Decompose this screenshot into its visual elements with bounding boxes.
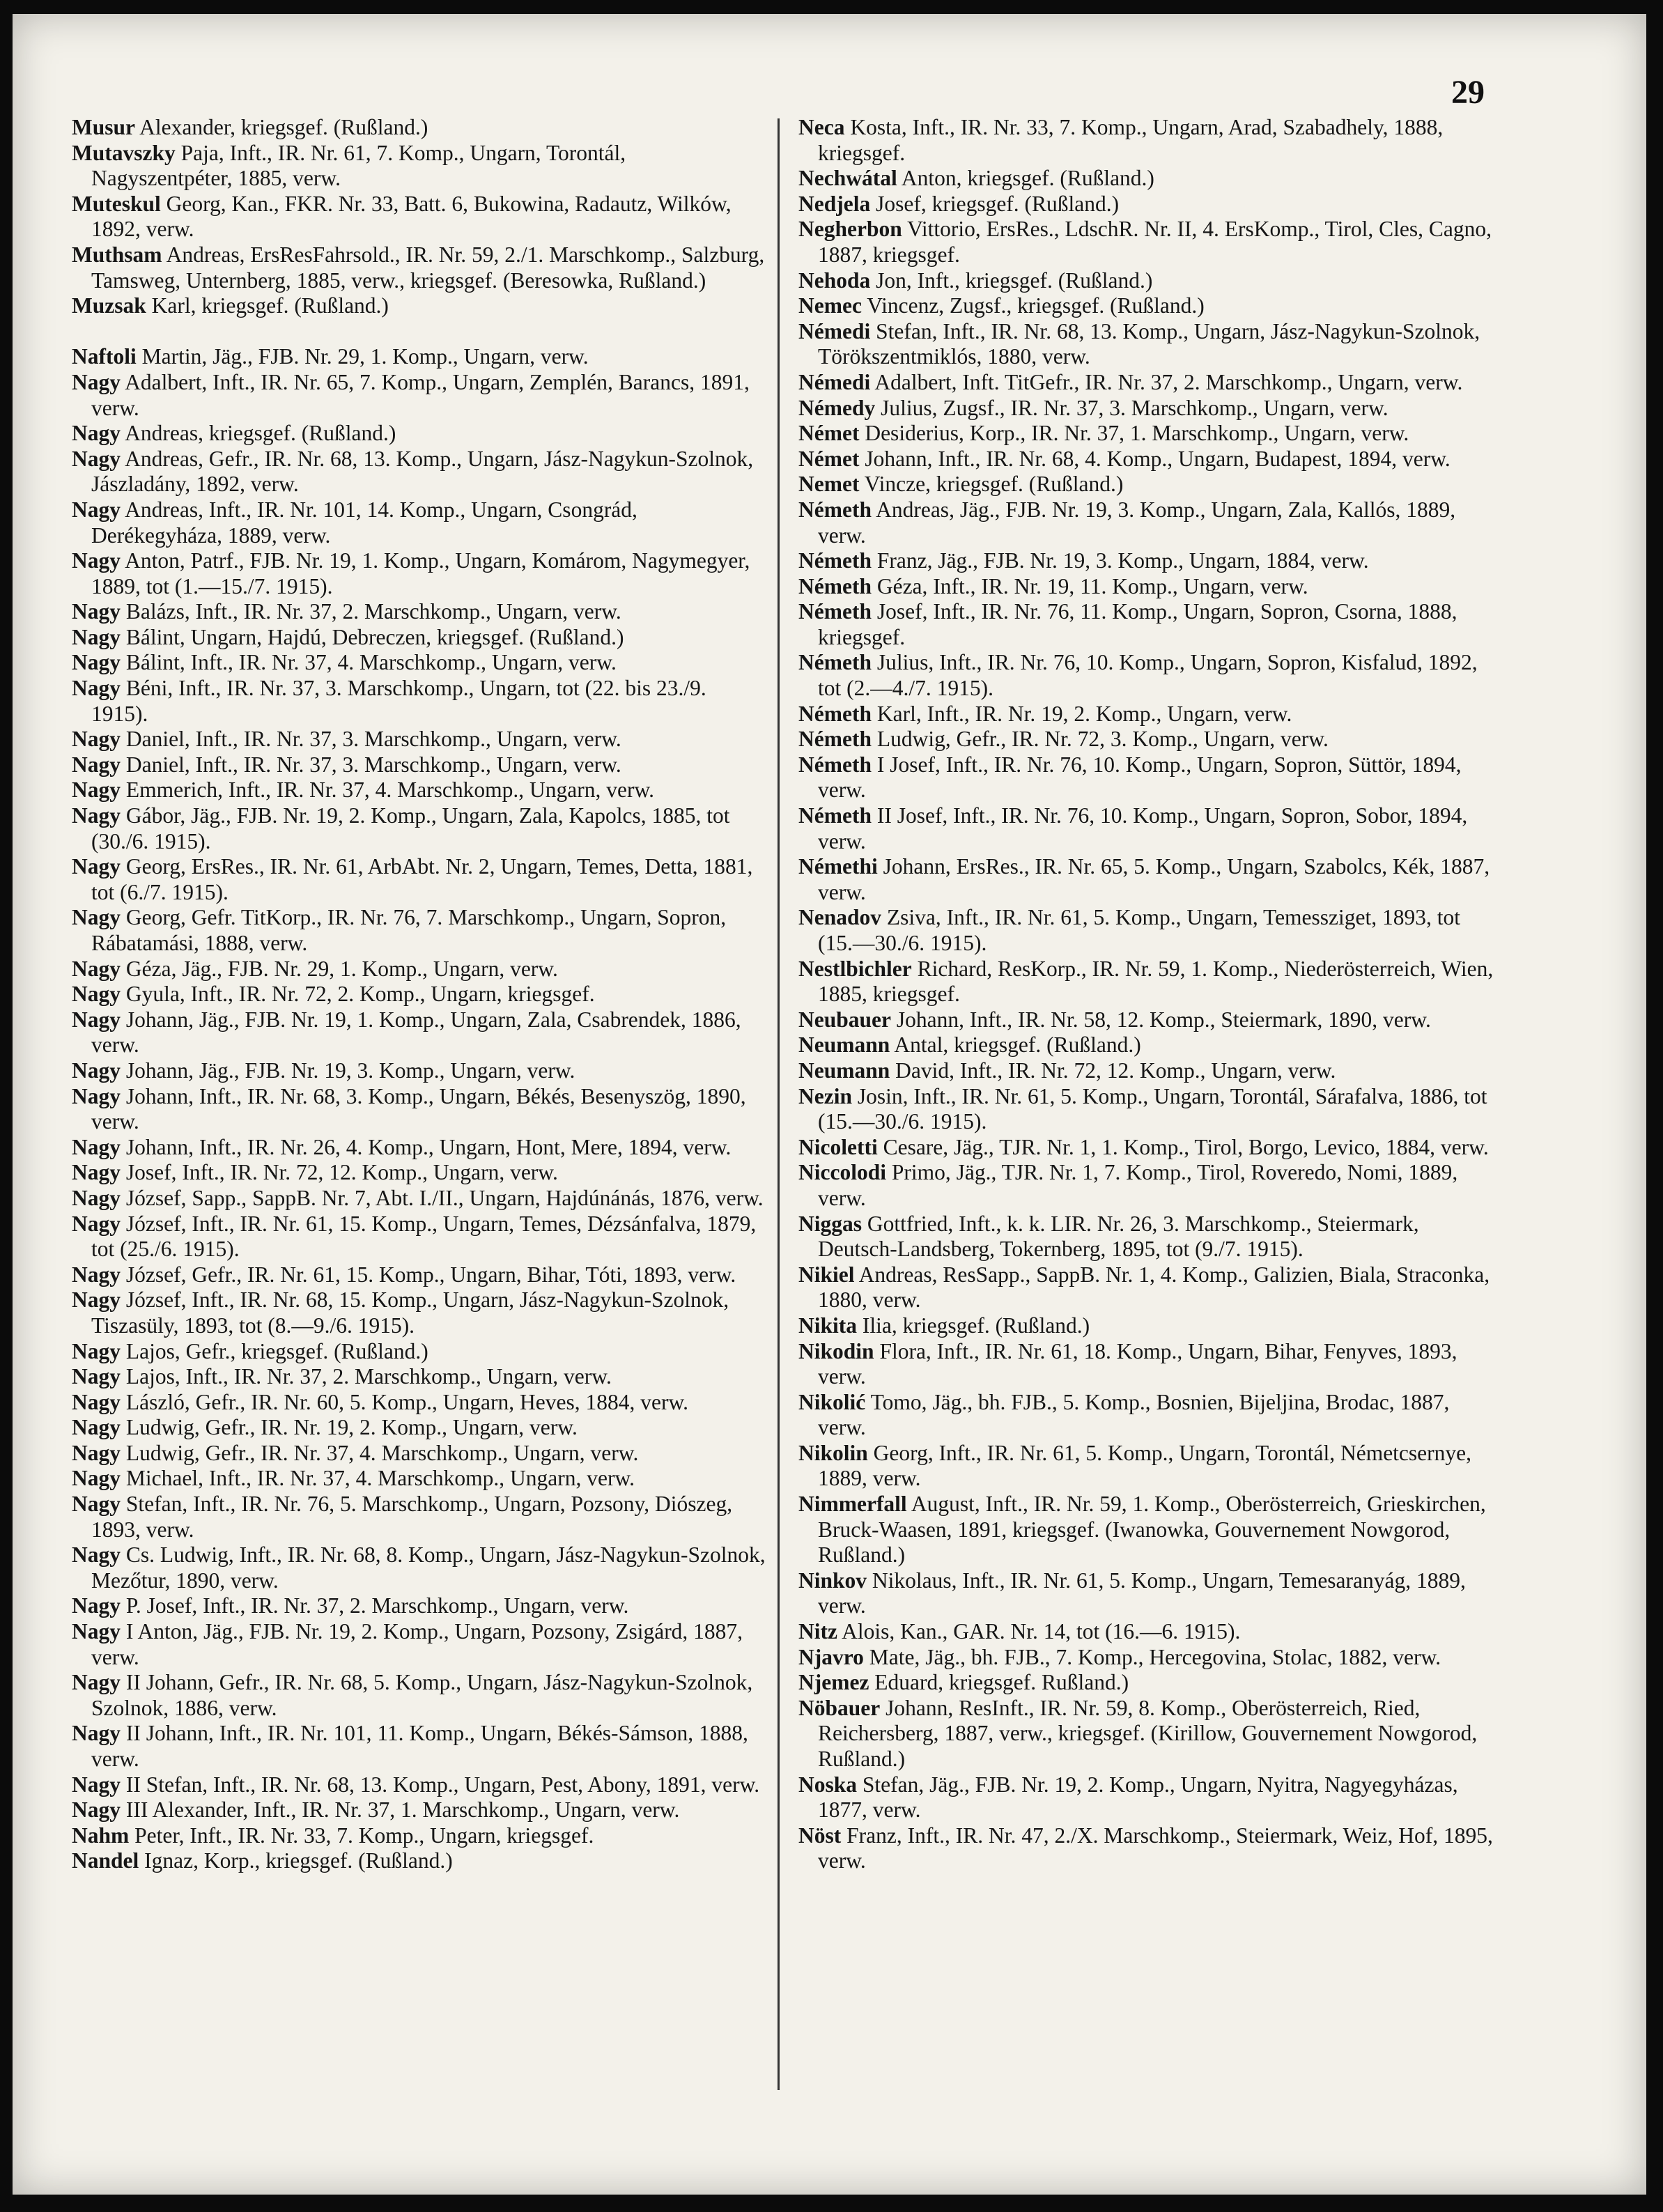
entry-details: Johann, Inft., IR. Nr. 68, 3. Komp., Ungarn, Békés, Besenyszög, 1890, verw.: [91, 1083, 746, 1134]
register-entry: [72, 242, 768, 293]
entry-surname: Nagy: [72, 1134, 121, 1159]
entry-surname: Nezin: [798, 1083, 852, 1108]
register-entry: [798, 115, 1495, 166]
entry-surname: Nikiel: [798, 1262, 855, 1287]
entry-surname: Nagy: [72, 624, 121, 649]
register-entry: [798, 396, 1495, 421]
register-entry: [798, 1084, 1495, 1135]
register-entry: [72, 344, 768, 370]
entry-surname: Nagy: [72, 1772, 121, 1797]
entry-surname: Nagy: [72, 727, 121, 752]
entry-details: Gottfried, Inft., k. k. LIR. Nr. 26, 3. Marschkomp., Steiermark, Deutsch-Landsberg, Tokernberg, 1895, tot (9./7. 1915).: [818, 1211, 1419, 1262]
entry-surname: Musur: [72, 115, 136, 139]
register-entry: [798, 472, 1495, 497]
register-entry: [798, 497, 1495, 548]
column-divider: [778, 118, 780, 2090]
entry-surname: Nagy: [72, 1593, 121, 1618]
register-entry: [72, 1262, 768, 1288]
register-entry: [798, 905, 1495, 956]
entry-surname: Nagy: [72, 956, 121, 981]
entry-surname: Nagy: [72, 599, 121, 624]
entry-surname: Neubauer: [798, 1007, 891, 1032]
entry-details: Cesare, Jäg., TJR. Nr. 1, 1. Komp., Tirol, Borgo, Levico, 1884, verw.: [883, 1134, 1489, 1159]
entry-details: Ludwig, Gefr., IR. Nr. 37, 4. Marschkomp., Ungarn, verw.: [125, 1440, 639, 1465]
entry-surname: Németh: [798, 573, 872, 598]
register-entry: [72, 447, 768, 497]
entry-details: Eduard, kriegsgef. Rußland.): [874, 1670, 1129, 1695]
document-page: [13, 14, 1646, 2195]
entry-details: Josef, Inft., IR. Nr. 76, 11. Komp., Ungarn, Sopron, Csorna, 1888, kriegsgef.: [818, 599, 1457, 649]
entry-details: Georg, ErsRes., IR. Nr. 61, ArbAbt. Nr. 2, Ungarn, Temes, Detta, 1881, tot (6./7. 1915).: [91, 854, 753, 904]
register-entry: [798, 1160, 1495, 1211]
entry-details: Karl, kriegsgef. (Rußland.): [151, 293, 389, 318]
register-entry: [72, 957, 768, 982]
entry-details: Michael, Inft., IR. Nr. 37, 4. Marschkomp., Ungarn, verw.: [125, 1466, 635, 1491]
entry-surname: Nagy: [72, 1211, 121, 1236]
entry-details: Antal, kriegsgef. (Rußland.): [894, 1032, 1141, 1058]
register-entry: [72, 1007, 768, 1058]
register-entry: [72, 1390, 768, 1416]
register-entry: [798, 447, 1495, 472]
entry-details: Ludwig, Gefr., IR. Nr. 19, 2. Komp., Ungarn, verw.: [125, 1415, 578, 1440]
entry-surname: Nagy: [72, 1185, 121, 1210]
register-entry: [798, 1492, 1495, 1568]
entry-details: Anton, Patrf., FJB. Nr. 19, 1. Komp., Ungarn, Komárom, Nagymegyer, 1889, tot (1.—15./7. 1915).: [91, 548, 750, 598]
entry-details: Johann, ErsRes., IR. Nr. 65, 5. Komp., Ungarn, Szabolcs, Kék, 1887, verw.: [818, 854, 1490, 904]
entry-surname: Njavro: [798, 1644, 864, 1669]
entry-surname: Neca: [798, 115, 845, 139]
entry-surname: Németh: [798, 497, 872, 522]
register-entry: [798, 1262, 1495, 1313]
register-entry: [798, 548, 1495, 574]
entry-surname: Németh: [798, 548, 872, 573]
entry-details: Vittorio, ErsRes., LdschR. Nr. II, 4. ErsKomp., Tirol, Cles, Cagno, 1887, kriegsgef.: [818, 217, 1492, 267]
entry-details: Josin, Inft., IR. Nr. 61, 5. Komp., Ungarn, Torontál, Sárafalva, 1886, tot (15.—30./6. 1915).: [818, 1083, 1487, 1134]
entry-surname: Nikodin: [798, 1338, 874, 1363]
entry-surname: Nagy: [72, 421, 121, 446]
entry-details: Josef, kriegsgef. (Rußland.): [876, 191, 1120, 216]
register-entry: [72, 854, 768, 905]
register-entry: [798, 319, 1495, 370]
entry-details: Franz, Jäg., FJB. Nr. 19, 3. Komp., Ungarn, 1884, verw.: [876, 548, 1369, 573]
entry-details: Gyula, Inft., IR. Nr. 72, 2. Komp., Ungarn, kriegsgef.: [125, 982, 595, 1007]
entry-details: Emmerich, Inft., IR. Nr. 37, 4. Marschkomp., Ungarn, verw.: [125, 778, 655, 803]
entry-surname: Nitz: [798, 1619, 837, 1644]
entry-surname: Nöst: [798, 1823, 842, 1848]
entry-surname: Némedi: [798, 318, 871, 343]
entry-details: Alexander, kriegsgef. (Rußland.): [139, 115, 428, 139]
entry-surname: Neumann: [798, 1032, 890, 1058]
register-entry: [798, 293, 1495, 319]
register-entry: [72, 1364, 768, 1390]
entry-surname: Nagy: [72, 803, 121, 828]
entry-details: Paja, Inft., IR. Nr. 61, 7. Komp., Ungarn, Torontál, Nagyszentpéter, 1885, verw.: [91, 140, 626, 191]
entry-surname: Nagy: [72, 446, 121, 471]
entry-details: Vincenz, Zugsf., kriegsgef. (Rußland.): [867, 293, 1205, 318]
register-entry: [798, 1339, 1495, 1390]
entry-surname: Nagy: [72, 1721, 121, 1746]
entry-details: Géza, Inft., IR. Nr. 19, 11. Komp., Ungarn, verw.: [876, 573, 1308, 598]
entry-surname: Nikita: [798, 1313, 858, 1338]
entry-details: Johann, Jäg., FJB. Nr. 19, 1. Komp., Ungarn, Zala, Csabrendek, 1886, verw.: [91, 1007, 741, 1058]
register-entry: [72, 370, 768, 421]
entry-details: Tomo, Jäg., bh. FJB., 5. Komp., Bosnien, Bijeljina, Brodac, 1887, verw.: [818, 1389, 1450, 1440]
register-entry: [798, 957, 1495, 1007]
entry-details: Ilia, kriegsgef. (Rußland.): [862, 1313, 1090, 1338]
register-entry: [72, 1670, 768, 1721]
entry-details: Johann, Inft., IR. Nr. 58, 12. Komp., Steiermark, 1890, verw.: [896, 1007, 1431, 1032]
entry-details: II Stefan, Inft., IR. Nr. 68, 13. Komp., Ungarn, Pest, Abony, 1891, verw.: [125, 1772, 760, 1797]
entry-surname: Nagy: [72, 497, 121, 522]
register-entry: [798, 192, 1495, 217]
entry-surname: Nicoletti: [798, 1134, 878, 1159]
entry-surname: Njemez: [798, 1670, 869, 1695]
entry-surname: Német: [798, 421, 860, 446]
register-entry: [72, 752, 768, 778]
register-entry: [72, 1058, 768, 1084]
entry-surname: Nehoda: [798, 268, 871, 293]
entry-surname: Némedy: [798, 395, 876, 420]
entry-surname: Muthsam: [72, 242, 162, 267]
entry-details: József, Sapp., SappB. Nr. 7, Abt. I./II., Ungarn, Hajdúnánás, 1876, verw.: [125, 1185, 764, 1210]
entry-details: Ignaz, Korp., kriegsgef. (Rußland.): [144, 1848, 453, 1873]
entry-details: Johann, Inft., IR. Nr. 68, 4. Komp., Ungarn, Budapest, 1894, verw.: [865, 446, 1451, 471]
register-entry: [72, 727, 768, 752]
entry-details: II Johann, Gefr., IR. Nr. 68, 5. Komp., Ungarn, Jász-Nagykun-Szolnok, Szolnok, 1886, verw.: [91, 1670, 753, 1720]
entry-details: Zsiva, Inft., IR. Nr. 61, 5. Komp., Ungarn, Temessziget, 1893, tot (15.—30./6. 1915).: [818, 905, 1461, 955]
entry-details: David, Inft., IR. Nr. 72, 12. Komp., Ungarn, verw.: [895, 1058, 1336, 1083]
entry-details: III Alexander, Inft., IR. Nr. 37, 1. Marschkomp., Ungarn, verw.: [125, 1797, 680, 1823]
entry-surname: Nagy: [72, 982, 121, 1007]
entry-details: Bálint, Inft., IR. Nr. 37, 4. Marschkomp., Ungarn, verw.: [125, 650, 617, 675]
register-entry: [72, 1542, 768, 1593]
entry-surname: Nagy: [72, 1262, 121, 1287]
entry-details: József, Inft., IR. Nr. 68, 15. Komp., Ungarn, Jász-Nagykun-Szolnok, Tiszasüly, 1893, tot (8.—9./6. 1915).: [91, 1287, 729, 1338]
entry-surname: Naftoli: [72, 344, 137, 369]
entry-surname: Noska: [798, 1772, 858, 1797]
entry-surname: Mutavszky: [72, 140, 176, 165]
left-column: [72, 115, 768, 1874]
entry-surname: Nemet: [798, 472, 860, 497]
entry-surname: Nagy: [72, 1415, 121, 1440]
entry-surname: Nagy: [72, 1797, 121, 1823]
entry-surname: Nandel: [72, 1848, 139, 1873]
register-entry: [72, 1084, 768, 1135]
entry-surname: Nikolić: [798, 1389, 866, 1414]
register-entry: [72, 1287, 768, 1338]
entry-surname: Nagy: [72, 1364, 121, 1389]
entry-details: Flora, Inft., IR. Nr. 61, 18. Komp., Ungarn, Bihar, Fenyves, 1893, verw.: [818, 1338, 1457, 1389]
entry-surname: Nechwátal: [798, 166, 897, 191]
entry-surname: Nagy: [72, 1338, 121, 1363]
register-entry: [72, 905, 768, 956]
register-entry: [798, 1058, 1495, 1084]
register-entry: [798, 1696, 1495, 1772]
register-entry: [72, 650, 768, 676]
entry-details: Andreas, kriegsgef. (Rußland.): [125, 421, 396, 446]
entry-surname: Nemec: [798, 293, 862, 318]
entry-details: Vincze, kriegsgef. (Rußland.): [864, 472, 1124, 497]
entry-surname: Nagy: [72, 1083, 121, 1108]
register-entry: [72, 1593, 768, 1619]
register-entry: [72, 1186, 768, 1212]
entry-surname: Muzsak: [72, 293, 146, 318]
register-entry: [798, 702, 1495, 727]
entry-details: Jon, Inft., kriegsgef. (Rußland.): [876, 268, 1153, 293]
entry-surname: Nagy: [72, 905, 121, 930]
entry-details: Johann, Jäg., FJB. Nr. 19, 3. Komp., Ungarn, verw.: [125, 1058, 575, 1083]
register-entry: [72, 1823, 768, 1849]
entry-details: Gábor, Jäg., FJB. Nr. 19, 2. Komp., Ungarn, Zala, Kapolcs, 1885, tot (30./6. 1915).: [91, 803, 730, 853]
entry-surname: Nedjela: [798, 191, 871, 216]
entry-details: Johann, Inft., IR. Nr. 26, 4. Komp., Ungarn, Hont, Mere, 1894, verw.: [125, 1134, 732, 1159]
register-entry: [798, 268, 1495, 294]
entry-surname: Ninkov: [798, 1568, 867, 1593]
register-entry: [72, 1492, 768, 1542]
register-entry: [798, 1212, 1495, 1262]
entry-surname: Nagy: [72, 650, 121, 675]
entry-surname: Nagy: [72, 369, 121, 394]
entry-details: Géza, Jäg., FJB. Nr. 29, 1. Komp., Ungarn, verw.: [125, 956, 558, 981]
entry-details: Johann, ResInft., IR. Nr. 59, 8. Komp., Oberösterreich, Ried, Reichersberg, 1887, verw., kriegsgef. (Kirillow, Gouvernement Nowgorod, Rußland.): [818, 1695, 1478, 1771]
entry-details: Nikolaus, Inft., IR. Nr. 61, 5. Komp., Ungarn, Temesaranyág, 1889, verw.: [818, 1568, 1466, 1618]
entry-details: László, Gefr., IR. Nr. 60, 5. Komp., Ungarn, Heves, 1884, verw.: [125, 1389, 689, 1414]
register-entry: [798, 370, 1495, 396]
entry-details: Josef, Inft., IR. Nr. 72, 12. Komp., Ungarn, verw.: [125, 1160, 558, 1185]
register-entry: [798, 727, 1495, 752]
register-entry: [72, 778, 768, 803]
register-entry: [798, 1645, 1495, 1671]
entry-details: I Josef, Inft., IR. Nr. 76, 10. Komp., Ungarn, Sopron, Süttör, 1894, verw.: [818, 752, 1462, 803]
entry-surname: Németh: [798, 701, 872, 726]
entry-details: Ludwig, Gefr., IR. Nr. 72, 3. Komp., Ungarn, verw.: [876, 727, 1329, 752]
entry-surname: Nagy: [72, 1670, 121, 1695]
entry-details: Georg, Inft., IR. Nr. 61, 5. Komp., Ungarn, Torontál, Németcsernye, 1889, verw.: [818, 1440, 1472, 1491]
register-entry: [798, 803, 1495, 854]
entry-details: Stefan, Inft., IR. Nr. 68, 13. Komp., Ungarn, Jász-Nagykun-Szolnok, Törökszentmiklós, 1880, verw.: [818, 318, 1480, 369]
entry-details: II Johann, Inft., IR. Nr. 101, 11. Komp., Ungarn, Békés-Sámson, 1888, verw.: [91, 1721, 748, 1771]
register-entry: [798, 1772, 1495, 1823]
register-entry: [798, 650, 1495, 701]
entry-details: Adalbert, Inft., IR. Nr. 65, 7. Komp., Ungarn, Zemplén, Barancs, 1891, verw.: [91, 369, 750, 420]
entry-details: Daniel, Inft., IR. Nr. 37, 3. Marschkomp., Ungarn, verw.: [125, 752, 621, 777]
register-entry: [72, 1212, 768, 1262]
register-entry: [798, 1441, 1495, 1492]
entry-details: Georg, Kan., FKR. Nr. 33, Batt. 6, Bukowina, Radautz, Wilków, 1892, verw.: [91, 191, 732, 242]
entry-surname: Nagy: [72, 548, 121, 573]
entry-details: Lajos, Inft., IR. Nr. 37, 2. Marschkomp., Ungarn, verw.: [125, 1364, 612, 1389]
register-entry: [798, 854, 1495, 905]
register-entry: [72, 1721, 768, 1772]
register-entry: [798, 1670, 1495, 1696]
entry-surname: Negherbon: [798, 217, 902, 242]
entry-details: Andreas, ErsResFahrsold., IR. Nr. 59, 2./1. Marschkomp., Salzburg, Tamsweg, Unternberg, 1885, verw., kriegsgef. (Beresowka, Rußland.): [91, 242, 765, 293]
entry-surname: Nagy: [72, 1389, 121, 1414]
entry-details: Stefan, Jäg., FJB. Nr. 19, 2. Komp., Ungarn, Nyitra, Nagyegyházas, 1877, verw.: [818, 1772, 1458, 1823]
entry-surname: Nahm: [72, 1823, 130, 1848]
entry-surname: Németh: [798, 752, 872, 777]
entry-details: Desiderius, Korp., IR. Nr. 37, 1. Marschkomp., Ungarn, verw.: [865, 421, 1409, 446]
entry-surname: Nagy: [72, 778, 121, 803]
register-entry: [798, 1390, 1495, 1441]
entry-details: Georg, Gefr. TitKorp., IR. Nr. 76, 7. Marschkomp., Ungarn, Sopron, Rábatamási, 1888, verw.: [91, 905, 727, 955]
entry-details: Mate, Jäg., bh. FJB., 7. Komp., Hercegovina, Stolac, 1882, verw.: [869, 1644, 1441, 1669]
register-entry: [798, 166, 1495, 192]
entry-details: Peter, Inft., IR. Nr. 33, 7. Komp., Ungarn, kriegsgef.: [134, 1823, 594, 1848]
register-entry: [72, 803, 768, 854]
register-entry: [72, 497, 768, 548]
entry-surname: Nagy: [72, 1287, 121, 1313]
entry-details: József, Inft., IR. Nr. 61, 15. Komp., Ungarn, Temes, Dézsánfalva, 1879, tot (25./6. 1915).: [91, 1211, 757, 1262]
entry-details: Cs. Ludwig, Inft., IR. Nr. 68, 8. Komp., Ungarn, Jász-Nagykun-Szolnok, Mezőtur, 1890, verw.: [91, 1542, 766, 1593]
register-entry: [72, 1772, 768, 1798]
entry-details: Daniel, Inft., IR. Nr. 37, 3. Marschkomp., Ungarn, verw.: [125, 727, 621, 752]
entry-surname: Nagy: [72, 1619, 121, 1644]
entry-surname: Nagy: [72, 1160, 121, 1185]
entry-surname: Nöbauer: [798, 1695, 881, 1720]
entry-surname: Némethi: [798, 854, 878, 879]
register-entry: [72, 192, 768, 242]
entry-surname: Németh: [798, 803, 872, 828]
entry-surname: Muteskul: [72, 191, 161, 216]
entry-details: Anton, kriegsgef. (Rußland.): [901, 166, 1154, 191]
register-entry: [72, 1415, 768, 1441]
register-entry: [72, 293, 768, 319]
entry-details: P. Josef, Inft., IR. Nr. 37, 2. Marschkomp., Ungarn, verw.: [125, 1593, 629, 1618]
entry-details: Balázs, Inft., IR. Nr. 37, 2. Marschkomp., Ungarn, verw.: [125, 599, 621, 624]
register-entry: [72, 1339, 768, 1365]
register-entry: [798, 1007, 1495, 1033]
entry-details: Alois, Kan., GAR. Nr. 14, tot (16.—6. 1915).: [842, 1619, 1241, 1644]
register-entry: [72, 421, 768, 447]
entry-surname: Németh: [798, 650, 872, 675]
register-entry: [798, 574, 1495, 600]
entry-details: II Josef, Inft., IR. Nr. 76, 10. Komp., Ungarn, Sopron, Sobor, 1894, verw.: [818, 803, 1468, 853]
register-entry: [72, 625, 768, 651]
register-entry: [72, 1441, 768, 1467]
right-column: [798, 115, 1495, 1874]
register-entry: [72, 548, 768, 599]
entry-surname: Niccolodi: [798, 1160, 886, 1185]
register-entry: [72, 1135, 768, 1161]
entry-details: József, Gefr., IR. Nr. 61, 15. Komp., Ungarn, Bihar, Tóti, 1893, verw.: [125, 1262, 736, 1287]
entry-details: Andreas, Jäg., FJB. Nr. 19, 3. Komp., Ungarn, Zala, Kallós, 1889, verw.: [818, 497, 1456, 548]
entry-surname: Neumann: [798, 1058, 890, 1083]
entry-details: Martin, Jäg., FJB. Nr. 29, 1. Komp., Ungarn, verw.: [141, 344, 589, 369]
entry-details: Primo, Jäg., TJR. Nr. 1, 7. Komp., Tirol, Roveredo, Nomi, 1889, verw.: [818, 1160, 1458, 1210]
register-entry: [798, 1823, 1495, 1874]
register-entry: [798, 421, 1495, 447]
entry-surname: Nestlbichler: [798, 956, 912, 981]
page-number: 29: [1451, 74, 1485, 111]
register-entry: [798, 599, 1495, 650]
entry-details: Béni, Inft., IR. Nr. 37, 3. Marschkomp., Ungarn, tot (22. bis 23./9. 1915).: [91, 676, 706, 726]
entry-details: Andreas, Gefr., IR. Nr. 68, 13. Komp., Ungarn, Jász-Nagykun-Szolnok, Jászladány, 1892, verw.: [91, 446, 754, 497]
entry-surname: Niggas: [798, 1211, 863, 1236]
entry-surname: Nimmerfall: [798, 1492, 907, 1517]
register-entry: [798, 217, 1495, 268]
entry-surname: Németh: [798, 727, 872, 752]
register-entry: [798, 1568, 1495, 1619]
register-entry: [72, 599, 768, 625]
entry-surname: Nagy: [72, 1542, 121, 1568]
entry-surname: Nagy: [72, 752, 121, 777]
entry-details: Richard, ResKorp., IR. Nr. 59, 1. Komp., Niederösterreich, Wien, 1885, kriegsgef.: [818, 956, 1494, 1007]
entry-surname: Németh: [798, 599, 872, 624]
entry-surname: Nagy: [72, 1466, 121, 1491]
entry-details: Julius, Inft., IR. Nr. 76, 10. Komp., Ungarn, Sopron, Kisfalud, 1892, tot (2.—4./7. 1915).: [818, 650, 1478, 701]
entry-surname: Nagy: [72, 854, 121, 879]
entry-surname: Nikolin: [798, 1440, 868, 1465]
entry-details: Lajos, Gefr., kriegsgef. (Rußland.): [125, 1338, 428, 1363]
register-entry: [798, 752, 1495, 803]
register-entry: [798, 1619, 1495, 1645]
entry-details: Karl, Inft., IR. Nr. 19, 2. Komp., Ungarn, verw.: [876, 701, 1292, 726]
entry-surname: Némedi: [798, 369, 871, 394]
register-entry: [72, 1619, 768, 1670]
entry-details: August, Inft., IR. Nr. 59, 1. Komp., Oberösterreich, Grieskirchen, Bruck-Waasen, 1891, kriegsgef. (Iwanowka, Gouvernement Nowgorod, Rußland.): [818, 1492, 1486, 1568]
entry-surname: Nagy: [72, 676, 121, 701]
entry-details: Adalbert, Inft. TitGefr., IR. Nr. 37, 2. Marschkomp., Ungarn, verw.: [874, 369, 1463, 394]
entry-surname: Német: [798, 446, 860, 471]
entry-details: Stefan, Inft., IR. Nr. 76, 5. Marschkomp., Ungarn, Pozsony, Diószeg, 1893, verw.: [91, 1492, 733, 1542]
entry-surname: Nagy: [72, 1492, 121, 1517]
register-entry: [798, 1313, 1495, 1339]
entry-details: I Anton, Jäg., FJB. Nr. 19, 2. Komp., Ungarn, Pozsony, Zsigárd, 1887, verw.: [91, 1619, 743, 1669]
register-entry: [72, 1466, 768, 1492]
entry-surname: Nagy: [72, 1007, 121, 1032]
entry-surname: Nagy: [72, 1440, 121, 1465]
entry-details: Kosta, Inft., IR. Nr. 33, 7. Komp., Ungarn, Arad, Szabadhely, 1888, kriegsgef.: [818, 115, 1444, 165]
entry-surname: Nagy: [72, 1058, 121, 1083]
entry-details: Andreas, Inft., IR. Nr. 101, 14. Komp., Ungarn, Csongrád, Derékegyháza, 1889, verw.: [91, 497, 637, 548]
entry-details: Andreas, ResSapp., SappB. Nr. 1, 4. Komp., Galizien, Biala, Straconka, 1880, verw.: [818, 1262, 1490, 1313]
entry-details: Julius, Zugsf., IR. Nr. 37, 3. Marschkomp., Ungarn, verw.: [881, 395, 1389, 420]
register-entry: [72, 676, 768, 727]
register-entry: [72, 982, 768, 1007]
register-entry: [72, 1160, 768, 1186]
entry-surname: Nenadov: [798, 905, 882, 930]
register-entry: [72, 141, 768, 192]
register-entry: [72, 115, 768, 141]
register-entry: [798, 1135, 1495, 1161]
register-entry: [72, 1797, 768, 1823]
entry-details: Franz, Inft., IR. Nr. 47, 2./X. Marschkomp., Steiermark, Weiz, Hof, 1895, verw.: [818, 1823, 1493, 1873]
register-entry: [798, 1032, 1495, 1058]
register-entry: [72, 1848, 768, 1874]
entry-details: Bálint, Ungarn, Hajdú, Debreczen, kriegsgef. (Rußland.): [125, 624, 624, 649]
